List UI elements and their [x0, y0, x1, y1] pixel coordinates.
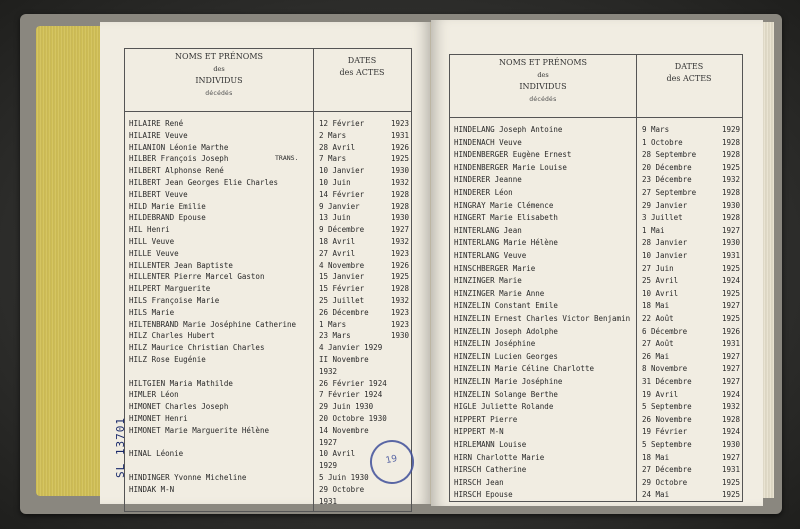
act-date: 14 Février — [319, 189, 365, 199]
act-date: 20 Octobre 1930 — [319, 414, 387, 423]
act-year: 1932 — [721, 402, 740, 412]
act-date: 31 Décembre — [642, 377, 692, 386]
deceased-name: HILD Marie Emilie — [129, 201, 206, 211]
act-date: 8 Novembre — [642, 364, 688, 374]
deceased-name: HILLENTER Pierre Marcel Gaston — [129, 272, 265, 282]
deceased-name: HILBERT Jean Georges Elie Charles — [129, 178, 279, 187]
act-year: 1923 — [390, 119, 409, 128]
act-year: 1923 — [390, 307, 409, 317]
deceased-name: HILAIRE Veuve — [129, 130, 188, 140]
act-year: 1926 — [390, 260, 409, 270]
act-date: 1931 — [319, 496, 338, 506]
act-date: 4 Novembre — [319, 260, 365, 270]
left-page — [100, 22, 431, 504]
act-year: 1927 — [721, 225, 740, 235]
act-date: 25 Juillet — [319, 296, 365, 305]
deceased-name: HINZELIN Solange Berthe — [454, 389, 558, 399]
deceased-name: HINTERLANG Marie Hélène — [454, 238, 558, 248]
act-date: 9 Janvier — [319, 201, 360, 211]
deceased-name: HIPPERT Pierre — [454, 414, 518, 424]
act-year: 1927 — [721, 301, 740, 311]
deceased-name: HIMONET Marie Marguerite Hélène — [129, 425, 269, 435]
transcription-mark: TRANS. — [275, 154, 299, 163]
act-date: 15 Février — [319, 284, 365, 294]
deceased-name: HINZELIN Lucien Georges — [454, 351, 558, 361]
act-year: 1927 — [721, 452, 740, 462]
act-date: 12 Février — [319, 119, 365, 128]
act-year: 1928 — [721, 150, 740, 160]
left-table-header — [125, 49, 411, 112]
act-year: 1930 — [721, 440, 740, 449]
right-page — [431, 20, 763, 506]
act-date: 3 Juillet — [642, 213, 683, 223]
act-date: 2 Mars — [319, 130, 347, 140]
deceased-name: HILPERT Marguerite — [129, 284, 211, 294]
deceased-name: HINZELIN Constant Emile — [454, 301, 558, 311]
deceased-name: HINDAK M-N — [129, 484, 175, 494]
right-names-header — [450, 57, 636, 105]
act-year: 1928 — [390, 284, 409, 294]
left-names-header — [125, 51, 313, 99]
act-date: 23 Mars — [319, 331, 351, 341]
act-year: 1927 — [721, 364, 740, 374]
act-date: II Novembre — [319, 355, 369, 364]
deceased-name: HIRSCH Epouse — [454, 490, 513, 500]
act-year: 1928 — [721, 188, 740, 197]
act-date: 14 Novembre — [319, 425, 369, 435]
act-year: 1928 — [721, 137, 740, 147]
act-year: 1925 — [390, 272, 409, 282]
act-date: 19 Avril — [642, 389, 679, 399]
deceased-name: HILLENTER Jean Baptiste — [129, 260, 233, 270]
deceased-name: HINDELANG Joseph Antoine — [454, 125, 563, 134]
right-header-decedes: décédés — [529, 95, 557, 103]
act-year: 1928 — [390, 201, 409, 211]
deceased-name: HINZELIN Joseph Adolphe — [454, 326, 558, 336]
act-year: 1925 — [721, 314, 740, 323]
deceased-name: HINDENBERGER Eugène Ernest — [454, 150, 572, 160]
act-year: 1932 — [390, 296, 409, 305]
deceased-name: HIRLEMANN Louise — [454, 440, 527, 449]
act-year: 1927 — [390, 225, 409, 235]
act-date: 13 Juin — [319, 213, 351, 223]
deceased-name: HIMONET Henri — [129, 414, 188, 423]
right-dates-header — [636, 61, 742, 85]
left-column-divider — [313, 49, 314, 511]
act-date: 7 Février 1924 — [319, 390, 383, 400]
act-date: 1927 — [319, 437, 338, 447]
act-year: 1930 — [390, 331, 409, 341]
archive-stamp: 19 — [366, 436, 418, 488]
deceased-name: HIMONET Charles Joseph — [129, 402, 229, 412]
deceased-name: HINDERER Jeanne — [454, 175, 522, 185]
deceased-name: HILS Françoise Marie — [129, 296, 220, 305]
act-year: 1932 — [390, 178, 409, 187]
act-date: 24 Mai — [642, 490, 670, 500]
act-date: 27 Avril — [319, 248, 356, 258]
deceased-name: HINSCHBERGER Marie — [454, 263, 536, 273]
deceased-name: HINDENBERGER Marie Louise — [454, 162, 567, 172]
right-header-names: NOMS ET PRÉNOMS — [499, 58, 587, 67]
act-date: 9 Mars — [642, 125, 670, 134]
deceased-name: HILBERT Alphonse René — [129, 166, 224, 176]
act-year: 1930 — [721, 238, 740, 248]
deceased-name: HINGERT Marie Elisabeth — [454, 213, 558, 223]
deceased-name: HINGRAY Marie Clémence — [454, 200, 554, 210]
deceased-name: HILTENBRAND Marie Joséphine Catherine — [129, 319, 297, 329]
deceased-name: HINZELIN Marie Joséphine — [454, 377, 563, 386]
deceased-name: HILDEBRAND Epouse — [129, 213, 206, 223]
act-date: 6 Décembre — [642, 326, 688, 336]
act-year: 1926 — [390, 142, 409, 152]
gilt-page-edge — [36, 26, 106, 496]
deceased-name: HIRSCH Jean — [454, 477, 504, 487]
act-year: 1927 — [721, 377, 740, 386]
deceased-name: HILTGIEN Maria Mathilde — [129, 378, 233, 388]
deceased-name: HIMLER Léon — [129, 390, 179, 400]
act-year: 1931 — [390, 130, 409, 140]
act-date: 27 Décembre — [642, 465, 692, 475]
deceased-name: HILL Veuve — [129, 237, 175, 246]
act-date: 15 Janvier — [319, 272, 365, 282]
act-date: 1 Mai — [642, 225, 665, 235]
act-year: 1923 — [390, 319, 409, 329]
act-year: 1928 — [721, 414, 740, 424]
act-date: 26 Février 1924 — [319, 378, 387, 388]
deceased-name: HILBERT Veuve — [129, 189, 188, 199]
deceased-name: HINZELIN Joséphine — [454, 339, 536, 349]
deceased-name: HINDINGER Yvonne Micheline — [129, 473, 247, 482]
left-header-des: des — [213, 65, 225, 73]
act-year: 1924 — [721, 276, 740, 286]
act-year: 1932 — [721, 175, 740, 185]
deceased-name: HIRN Charlotte Marie — [454, 452, 545, 462]
act-year: 1930 — [390, 166, 409, 176]
act-date: 18 Mai — [642, 452, 670, 462]
act-date: 9 Décembre — [319, 225, 365, 235]
right-column-divider — [636, 55, 637, 501]
act-year: 1924 — [721, 427, 740, 437]
deceased-name: HILANION Léonie Marthe — [129, 142, 229, 152]
act-date: 19 Février — [642, 427, 688, 437]
act-date: 10 Avril — [319, 449, 356, 459]
act-date: 18 Mai — [642, 301, 670, 311]
act-year: 1928 — [721, 213, 740, 223]
act-date: 22 Août — [642, 314, 674, 323]
act-date: 28 Janvier — [642, 238, 688, 248]
act-date: 29 Octobre — [319, 484, 365, 494]
right-header-dates: DATES — [674, 62, 704, 71]
act-date: 10 Avril — [642, 288, 679, 298]
act-year: 1930 — [721, 200, 740, 210]
act-date: 26 Décembre — [319, 307, 369, 317]
left-header-individus: INDIVIDUS — [195, 76, 243, 85]
act-year: 1931 — [721, 339, 740, 349]
right-header-des: des — [537, 71, 549, 79]
act-date: 28 Septembre — [642, 150, 697, 160]
act-year: 1923 — [390, 248, 409, 258]
act-date: 5 Septembre — [642, 402, 692, 412]
act-year: 1924 — [721, 389, 740, 399]
act-year: 1925 — [721, 263, 740, 273]
act-date: 10 Juin — [319, 178, 351, 187]
act-date: 18 Avril — [319, 237, 356, 246]
deceased-name: HILZ Charles Hubert — [129, 331, 215, 341]
deceased-name: HINTERLANG Veuve — [454, 251, 527, 260]
act-year: 1930 — [390, 213, 409, 223]
deceased-name: HINTERLANG Jean — [454, 225, 522, 235]
act-year: 1925 — [721, 288, 740, 298]
deceased-name: HIPPERT M-N — [454, 427, 504, 437]
act-year: 1925 — [721, 477, 740, 487]
deceased-name: HINDERER Léon — [454, 188, 513, 197]
act-date: 7 Mars — [319, 154, 347, 164]
act-date: 5 Septembre — [642, 440, 692, 449]
act-date: 28 Avril — [319, 142, 356, 152]
act-date: 27 Juin — [642, 263, 674, 273]
act-date: 1 Octobre — [642, 137, 683, 147]
right-header-individus: INDIVIDUS — [519, 82, 567, 91]
deceased-name: HIGLE Juliette Rolande — [454, 402, 554, 412]
act-year: 1925 — [721, 490, 740, 500]
left-header-dates: DATES — [347, 56, 377, 65]
act-date: 1929 — [319, 461, 338, 471]
deceased-name: HILS Marie — [129, 307, 175, 317]
deceased-name: HINZINGER Marie — [454, 276, 522, 286]
act-year: 1927 — [721, 351, 740, 361]
act-year: 1926 — [721, 326, 740, 336]
act-date: 26 Mai — [642, 351, 670, 361]
act-date: 29 Octobre — [642, 477, 688, 487]
act-date: 10 Janvier — [319, 166, 365, 176]
deceased-name: HILZ Maurice Christian Charles — [129, 343, 265, 353]
spine-call-number: SL 13701 — [114, 417, 127, 478]
deceased-name: HILZ Rose Eugénie — [129, 355, 206, 364]
act-date: 29 Juin 1930 — [319, 402, 374, 412]
deceased-name: HIRSCH Catherine — [454, 465, 527, 475]
right-table-header — [450, 55, 742, 118]
left-dates-header — [313, 55, 411, 79]
deceased-name: HINAL Léonie — [129, 449, 184, 459]
left-header-des-actes: des ACTES — [339, 68, 385, 77]
act-year: 1925 — [721, 162, 740, 172]
act-date: 4 Janvier 1929 — [319, 343, 383, 353]
act-date: 5 Juin 1930 — [319, 473, 369, 482]
left-header-names: NOMS ET PRÉNOMS — [175, 52, 263, 61]
act-date: 27 Août — [642, 339, 674, 349]
act-date: 27 Septembre — [642, 188, 697, 197]
act-year: 1928 — [390, 189, 409, 199]
left-register-table — [124, 48, 412, 512]
act-date: 20 Décembre — [642, 162, 692, 172]
deceased-name: HILLE Veuve — [129, 248, 179, 258]
deceased-name: HILAIRE René — [129, 119, 184, 128]
deceased-name: HINZELIN Ernest Charles Victor Benjamin — [454, 314, 631, 323]
deceased-name: HINDENACH Veuve — [454, 137, 522, 147]
act-year: 1931 — [721, 251, 740, 260]
act-date: 26 Novembre — [642, 414, 692, 424]
act-year: 1925 — [390, 154, 409, 164]
act-year: 1932 — [390, 237, 409, 246]
act-year: 1929 — [721, 125, 740, 134]
act-date: 1 Mars — [319, 319, 347, 329]
right-header-des-actes: des ACTES — [666, 74, 712, 83]
act-date: 23 Décembre — [642, 175, 692, 185]
deceased-name: HINZELIN Marie Céline Charlotte — [454, 364, 594, 374]
act-date: 1932 — [319, 366, 338, 376]
act-date: 10 Janvier — [642, 251, 688, 260]
right-register-table — [449, 54, 743, 502]
act-date: 25 Avril — [642, 276, 679, 286]
left-header-decedes: décédés — [205, 89, 233, 97]
act-date: 29 Janvier — [642, 200, 688, 210]
deceased-name: HINZINGER Marie Anne — [454, 288, 545, 298]
deceased-name: HIL Henri — [129, 225, 170, 235]
act-year: 1931 — [721, 465, 740, 475]
deceased-name: HILBER François Joseph — [129, 154, 229, 164]
